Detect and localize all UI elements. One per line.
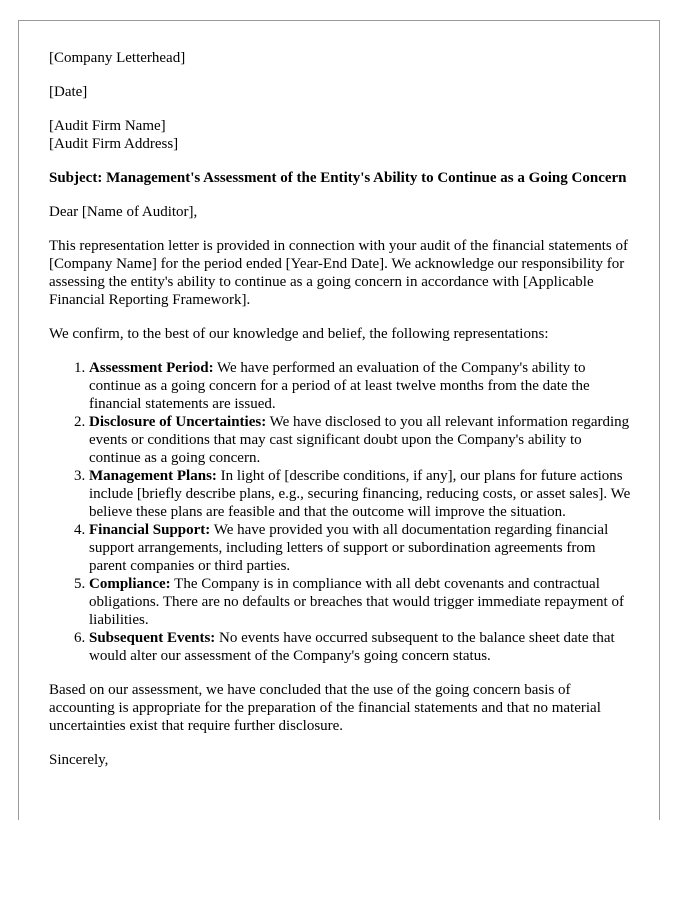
item-title: Compliance: (89, 576, 171, 592)
item-text: The Company is in compliance with all debt covenants and contractual obligations. There are no defaults or breaches that would trigger immediate repayment of liabilities. (89, 576, 624, 628)
item-title: Management Plans: (89, 468, 217, 484)
item-text: No events have occurred subsequent to the balance sheet date that would alter our assessment of the Company's going concern status. (89, 630, 615, 664)
item-title: Disclosure of Uncertainties: (89, 414, 267, 430)
list-item (89, 521, 634, 575)
item-text: We have performed an evaluation of the Company's ability to continue as a going concern for a period of at least twelve months from the date the financial statements are issued. (89, 360, 590, 412)
salutation: Dear [Name of Auditor], (49, 204, 198, 220)
audit-firm-address: [Audit Firm Address] (49, 136, 179, 152)
item-title: Assessment Period: (89, 360, 214, 376)
letter-subject: Subject: Management's Assessment of the Entity's Ability to Continue as a Going Concern (49, 170, 627, 186)
list-item (89, 629, 634, 665)
audit-firm-name: [Audit Firm Name] (49, 118, 166, 134)
intro-paragraph: This representation letter is provided in connection with your audit of the financial statements of [Company Name] for the period ended [Year-End Date]. We acknowledge our responsibility for assessing the entity's ability to continue as a going concern in accordance with [Applicable Financial Reporting Framework]. (49, 238, 629, 308)
item-text: In light of [describe conditions, if any], our plans for future actions include [briefly describe plans, e.g., securing financing, reducing costs, or asset sales]. We believe these plans are feasible and that the outcome will improve the situation. (89, 468, 631, 520)
list-item (89, 359, 634, 413)
letter-date: [Date] (49, 84, 88, 100)
list-item (89, 575, 634, 629)
item-text: We have provided you with all documentation regarding financial support arrangements, including letters of support or subordination agreements from parent companies or third parties. (89, 522, 609, 574)
company-letterhead: [Company Letterhead] (49, 50, 186, 66)
letter-page (18, 20, 660, 820)
confirm-paragraph: We confirm, to the best of our knowledge and belief, the following representations: (49, 326, 549, 342)
letter-content (49, 49, 634, 785)
item-text: We have disclosed to you all relevant information regarding events or conditions that may cast significant doubt upon the Company's ability to continue as a going concern. (89, 414, 630, 466)
audit-firm-address-block (49, 117, 634, 153)
item-title: Subsequent Events: (89, 630, 216, 646)
list-item (89, 467, 634, 521)
conclusion-paragraph: Based on our assessment, we have concluded that the use of the going concern basis of accounting is appropriate for the preparation of the financial statements and that no material uncertainties exist that require further disclosure. (49, 682, 601, 734)
representations-list (49, 359, 634, 665)
item-title: Financial Support: (89, 522, 211, 538)
closing: Sincerely, (49, 752, 109, 768)
list-item (89, 413, 634, 467)
